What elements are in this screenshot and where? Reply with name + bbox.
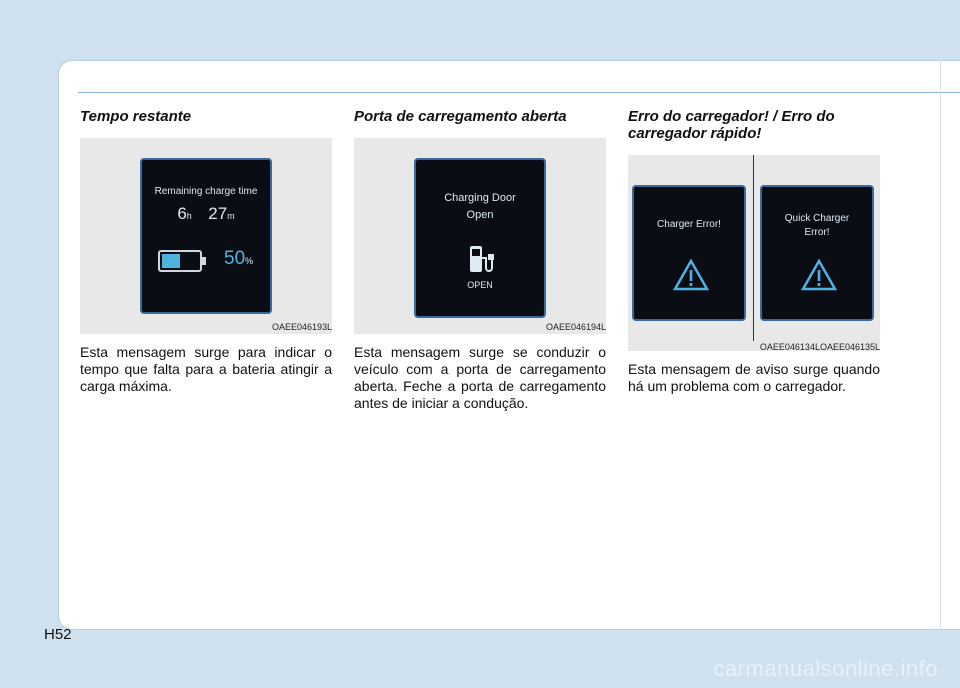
image-divider (753, 155, 754, 341)
section-title: Erro do carregador! / Erro do carregador rápido! (628, 108, 835, 142)
section-text: Esta mensagem de aviso surge quando há um problema com o carregador. (628, 361, 880, 394)
display-image (628, 155, 880, 351)
screen-line2: Error! (804, 227, 830, 238)
screen-line2: Open (466, 209, 494, 221)
section-tempo-restante (80, 108, 332, 395)
quick-charger-error-screen (760, 185, 874, 321)
percent-unit: % (245, 256, 254, 266)
time-readout (142, 204, 270, 224)
screen-line1: Charging Door (444, 192, 516, 204)
warning-triangle-icon (801, 259, 837, 296)
charger-error-screen (632, 185, 746, 321)
minutes-value: 27 (208, 204, 228, 223)
header-rule (78, 92, 960, 93)
section-text: Esta mensagem surge para indicar o tempo que falta para a bateria atingir a carga máxima. (80, 344, 332, 394)
page-number: H52 (44, 626, 72, 643)
section-text: Esta mensagem surge se conduzir o veículo com a porta de carregamento aberta. Feche a porta de carregamento antes de iniciar a condução. (354, 344, 606, 411)
display-image (80, 138, 332, 334)
warning-triangle-icon (673, 259, 709, 296)
screen-line1: Quick Charger (784, 213, 850, 224)
watermark: carmanualsonline.info (713, 656, 938, 681)
section-erro-carregador (628, 108, 880, 395)
hours-unit: h (186, 211, 192, 221)
display-image (354, 138, 606, 334)
minutes-unit: m (227, 211, 235, 221)
section-title: Tempo restante (80, 108, 192, 125)
battery-icon (158, 250, 202, 272)
percent-readout (224, 248, 253, 270)
percent-value: 50 (224, 248, 246, 269)
image-code: OAEE046194L (545, 322, 606, 332)
image-code: OAEE046134LOAEE046135L (759, 342, 880, 352)
hours-value: 6 (177, 204, 187, 223)
section-porta-carregamento (354, 108, 606, 412)
open-badge: OPEN (467, 280, 493, 290)
right-margin-rule (940, 60, 941, 628)
image-code: OAEE046193L (271, 322, 332, 332)
cluster-screen (414, 158, 546, 318)
screen-line1: Charger Error! (657, 219, 721, 230)
section-title: Porta de carregamento aberta (354, 108, 567, 125)
charging-plug-icon (468, 244, 494, 274)
screen-label: Remaining charge time (154, 186, 258, 197)
cluster-screen (140, 158, 272, 314)
